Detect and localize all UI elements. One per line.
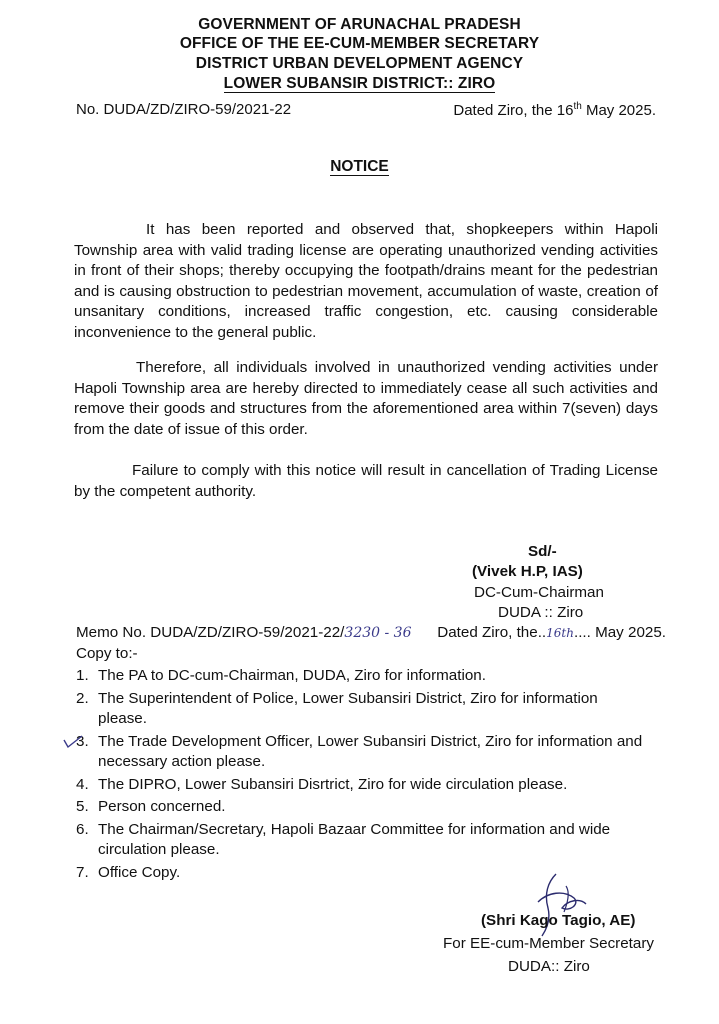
notice-title	[0, 158, 719, 176]
list-item-number: 3.	[76, 732, 89, 750]
list-item	[76, 689, 646, 730]
copy-list	[76, 666, 646, 883]
memo-handwritten-number: 3230 - 36	[344, 625, 412, 641]
list-item-number: 2.	[76, 689, 89, 707]
header-government: GOVERNMENT OF ARUNACHAL PRADESH	[198, 16, 521, 33]
list-item-text: The Superintendent of Police, Lower Subansiri District, Ziro for information please.	[98, 689, 598, 727]
header-office: OFFICE OF THE EE-CUM-MEMBER SECRETARY	[179, 35, 540, 52]
reference-date	[453, 101, 656, 119]
header-district	[0, 75, 719, 93]
list-item-number: 4.	[76, 775, 89, 793]
paragraph-2: Therefore, all individuals involved in unauthorized vending activities under Hapoli Township area are hereby directed to immediately cease all such activities and remove their goods and structures from the aforementioned area within 7(seven) days from the date of issue of this order.	[74, 359, 658, 438]
memo-handwritten-day: 16th	[546, 626, 574, 640]
reference-date-suffix: May 2025.	[581, 102, 656, 119]
list-item-text: The DIPRO, Lower Subansiri Disrtrict, Ziro for wide circulation please.	[98, 775, 568, 793]
list-item-number: 1.	[76, 667, 89, 684]
reference-date-prefix: Dated Ziro, the 16	[453, 102, 574, 119]
list-item-number: 6.	[76, 820, 89, 838]
footer-designation: For EE-cum-Member Secretary	[443, 935, 654, 952]
reference-line	[76, 101, 656, 118]
reference-date-sup: th	[573, 101, 582, 112]
header-agency: DISTRICT URBAN DEVELOPMENT AGENCY	[195, 55, 524, 72]
signed-mark: Sd/-	[528, 543, 557, 560]
list-item-number: 7.	[76, 863, 89, 881]
list-item-text: The Trade Development Officer, Lower Subansiri District, Ziro for information and necessary action please.	[98, 732, 643, 770]
memo-date-prefix: Dated Ziro, the..	[437, 624, 547, 641]
list-item	[76, 666, 646, 687]
copy-to-label: Copy to:-	[76, 645, 138, 662]
footer-office: DUDA:: Ziro	[508, 958, 590, 975]
signatory-name: (Vivek H.P, IAS)	[472, 563, 583, 580]
memo-date-suffix: .... May 2025.	[573, 624, 666, 641]
paragraph-1: It has been reported and observed that, shopkeepers within Hapoli Township area with valid trading license are operating unauthorized vending activities in front of their shops; thereby occupying the footpath/drains meant for the pedestrian and is causing obstruction to pedestrian movement, accumulation of waste, creation of unsanitary conditions, increased traffic congestion, etc. causing considerable inconvenience to the general public.	[74, 221, 658, 341]
signatory-office: DUDA :: Ziro	[498, 604, 584, 621]
list-item-text: Person concerned.	[98, 798, 226, 815]
header-district-text: LOWER SUBANSIR DISTRICT:: ZIRO	[223, 75, 496, 92]
list-item-text: The PA to DC-cum-Chairman, DUDA, Ziro for information.	[98, 667, 486, 684]
memo-line	[76, 624, 666, 641]
notice-title-text: NOTICE	[330, 158, 389, 175]
list-item	[76, 732, 646, 773]
list-item	[76, 797, 646, 818]
list-item-text: Office Copy.	[98, 863, 181, 881]
signatory-designation: DC-Cum-Chairman	[474, 584, 604, 601]
list-item-number: 5.	[76, 798, 89, 815]
paragraph-3: Failure to comply with this notice will result in cancellation of Trading License by the competent authority.	[74, 462, 658, 500]
list-item-text: The Chairman/Secretary, Hapoli Bazaar Committee for information and wide circulation please.	[98, 820, 611, 858]
reference-number: No. DUDA/ZD/ZIRO-59/2021-22	[76, 101, 292, 118]
memo-date	[437, 624, 666, 641]
list-item	[76, 820, 646, 861]
memo-number: Memo No. DUDA/ZD/ZIRO-59/2021-22/	[76, 624, 345, 641]
list-item	[76, 775, 646, 796]
handwritten-tick-icon	[62, 733, 84, 749]
footer-name: (Shri Kago Tagio, AE)	[481, 912, 636, 929]
